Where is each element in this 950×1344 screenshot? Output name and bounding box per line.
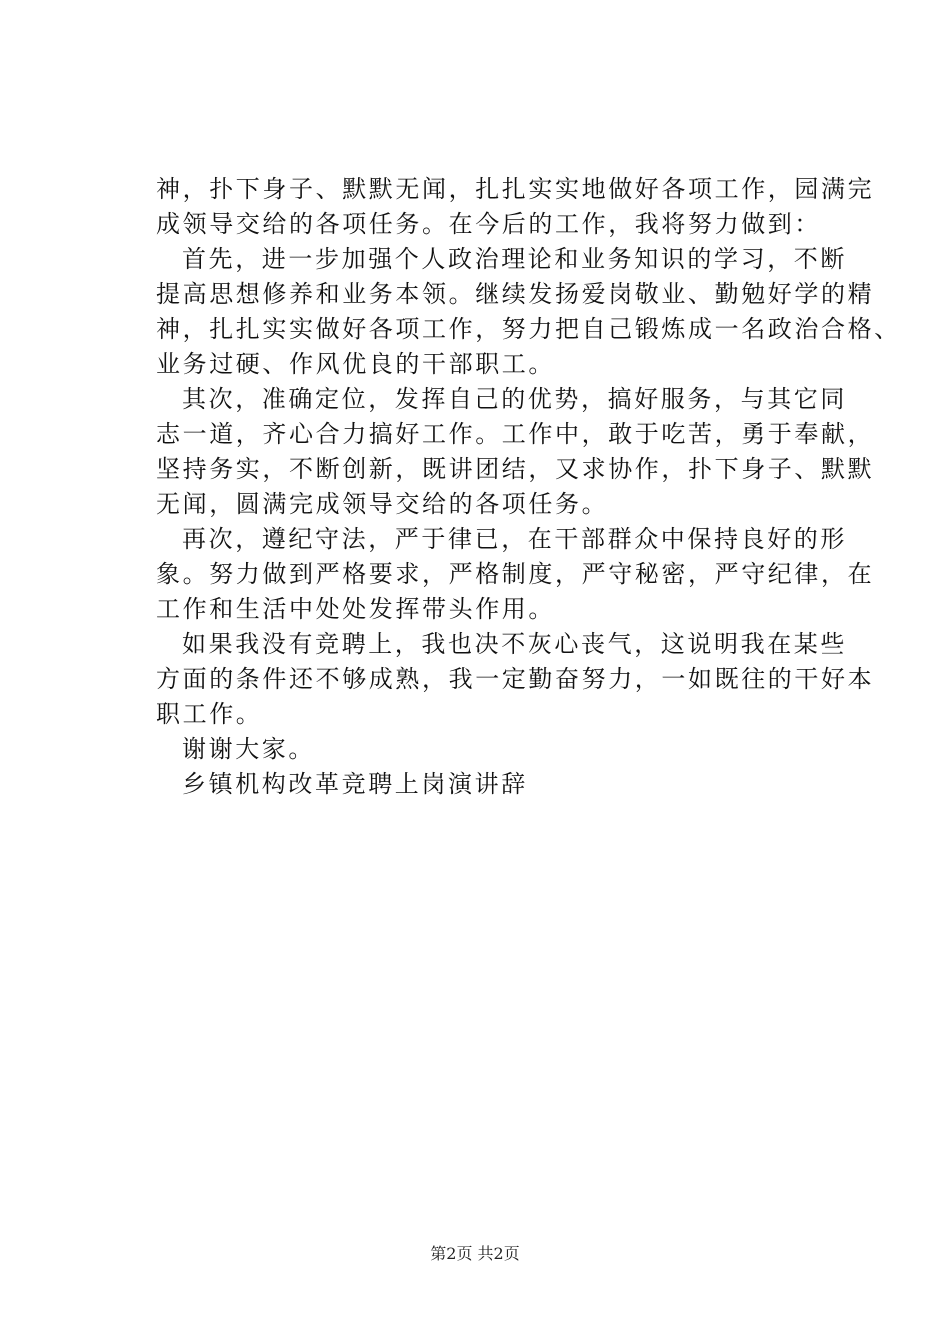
paragraph-first-line: 如果我没有竞聘上，我也决不灰心丧气，这说明我在某些 [182,630,847,658]
paragraph-first-line: 其次，准确定位，发挥自己的优势，搞好服务，与其它同 [182,385,847,413]
text-line: 神，扑下身子、默默无闻，扎扎实实地做好各项工作，园满完 [156,175,875,203]
text-line: 坚持务实，不断创新，既讲团结，又求协作，扑下身子、默默 [156,455,875,483]
paragraph-first-line: 再次，遵纪守法，严于律已，在干部群众中保持良好的形 [182,525,847,553]
text-line: 成领导交给的各项任务。在今后的工作，我将努力做到： [156,210,821,238]
paragraph-first-line: 首先，进一步加强个人政治理论和业务知识的学习，不断 [182,245,847,273]
page-footer: 第2页 共2页 [430,1244,520,1263]
text-line: 无闻，圆满完成领导交给的各项任务。 [156,490,609,518]
text-line: 象。努力做到严格要求，严格制度，严守秘密，严守纪律，在 [156,560,875,588]
text-line: 方面的条件还不够成熟，我一定勤奋努力，一如既往的干好本 [156,665,875,693]
document-body [156,172,901,802]
text-line: 业务过硬、作风优良的干部职工。 [156,350,555,378]
text-line: 工作和生活中处处发挥带头作用。 [156,595,555,623]
text-line: 职工作。 [156,700,263,728]
speech-title-line: 乡镇机构改革竞聘上岗演讲辞 [182,770,528,798]
text-line: 神，扎扎实实做好各项工作，努力把自己锻炼成一名政治合格、 [156,315,901,343]
text-line: 提高思想修养和业务本领。继续发扬爱岗敬业、勤勉好学的精 [156,280,875,308]
text-line: 志一道，齐心合力搞好工作。工作中，敢于吃苦，勇于奉献， [156,420,875,448]
closing-thanks: 谢谢大家。 [182,735,315,763]
